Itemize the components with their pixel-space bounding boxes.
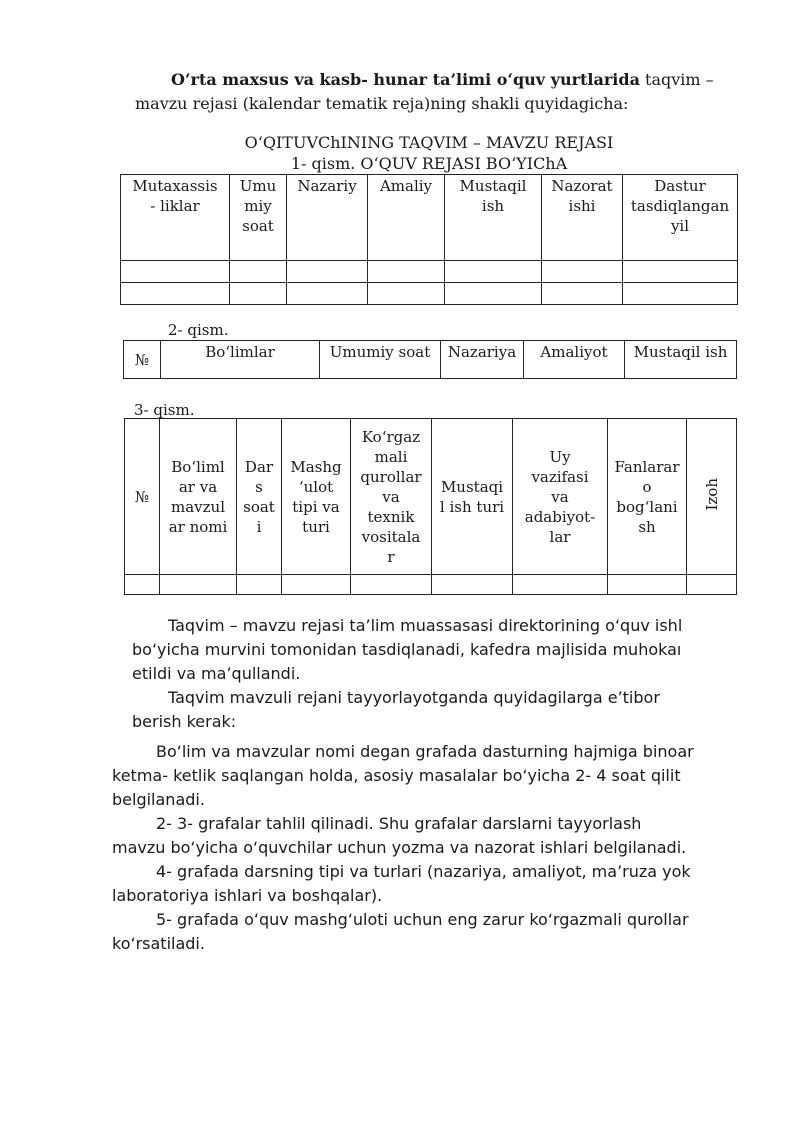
table-header-row [121, 175, 738, 261]
intro-line2: mavzu rejasi (kalendar tematik reja)ning shakli quyidagicha: [135, 94, 629, 113]
intro-text [135, 68, 735, 116]
text-line: bo‘yicha murvini tomonidan tasdiqlanadi, kafedra majlisida muhokaı [132, 640, 682, 659]
header-cell: Mustaqil ish [625, 341, 737, 379]
header-cell: Umumiy soat [320, 341, 441, 379]
table-row [121, 283, 738, 305]
table-part2 [123, 340, 737, 379]
header-cell: Dastur tasdiqlangan yil [623, 175, 738, 261]
header-cell: Mutaxassis - liklar [121, 175, 230, 261]
header-cell: Uy vazifasi va adabiyot- lar [513, 419, 608, 575]
header-cell: Amaliy [368, 175, 445, 261]
header-cell: Bo‘liml ar va mavzul ar nomi [160, 419, 237, 575]
izoh-label: Izoh [702, 477, 721, 511]
text-line: etildi va ma’qullandi. [132, 664, 301, 683]
header-cell: Umu miy soat [230, 175, 287, 261]
text-line: 2- 3- grafalar tahlil qilinadi. Shu grafalar darslarni tayyorlash [156, 814, 642, 833]
intro-line1-rest: taqvim – [639, 70, 714, 89]
table-part1 [120, 174, 738, 305]
header-cell: Nazorat ishi [542, 175, 623, 261]
text-line: ketma- ketlik saqlangan holda, asosiy masalalar bo‘yicha 2- 4 soat qilit [112, 766, 681, 785]
header-cell: Dar s soat i [237, 419, 282, 575]
header-cell: Amaliyot [524, 341, 625, 379]
header-cell: № [124, 341, 161, 379]
page-subtitle: 1- qism. O‘QUV REJASI BO‘YIChA [290, 154, 568, 173]
text-line: 4- grafada darsning tipi va turlari (nazariya, amaliyot, ma’ruza yok [156, 862, 691, 881]
header-cell: Ko‘rgaz mali qurollar va texnik vositala r [351, 419, 432, 575]
text-line: Taqvim mavzuli rejani tayyorlayotganda quyidagilarga e’tibor [168, 688, 660, 707]
table-row [125, 575, 737, 595]
part2-label: 2- qism. [168, 321, 229, 339]
intro-bold: O‘rta maxsus va kasb- hunar ta’limi o‘quv yurtlarida [171, 70, 640, 89]
paragraph-1 [112, 614, 737, 734]
header-cell: Mustaqil ish [445, 175, 542, 261]
text-line: berish kerak: [132, 712, 237, 731]
header-cell: Mustaqi l ish turi [432, 419, 513, 575]
paragraph-list [112, 740, 737, 956]
header-cell: № [125, 419, 160, 575]
page-title: O‘QITUVChINING TAQVIM – MAVZU REJASI [244, 133, 614, 152]
text-line: ko‘rsatiladi. [112, 934, 205, 953]
text-line: belgilanadi. [112, 790, 205, 809]
header-cell: Nazariya [441, 341, 524, 379]
header-cell: Mashg ‘ulot tipi va turi [282, 419, 351, 575]
part3-label: 3- qism. [134, 401, 195, 419]
header-cell [687, 419, 737, 575]
text-line: laboratoriya ishlari va boshqalar). [112, 886, 383, 905]
text-line: mavzu bo‘yicha o‘quvchilar uchun yozma va nazorat ishlari belgilanadi. [112, 838, 687, 857]
table-row [121, 261, 738, 283]
text-line: Taqvim – mavzu rejasi ta’lim muassasasi direktorining o‘quv ishl [168, 616, 683, 635]
table-part3 [124, 418, 737, 595]
text-line: Bo‘lim va mavzular nomi degan grafada dasturning hajmiga binoar [156, 742, 694, 761]
header-cell: Nazariy [287, 175, 368, 261]
table-header-row [125, 419, 737, 575]
table-header-row [124, 341, 737, 379]
header-cell: Fanlarar o bog‘lani sh [608, 419, 687, 575]
text-line: 5- grafada o‘quv mashg‘uloti uchun eng zarur ko‘rgazmali qurollar [156, 910, 689, 929]
header-cell: Bo‘limlar [161, 341, 320, 379]
